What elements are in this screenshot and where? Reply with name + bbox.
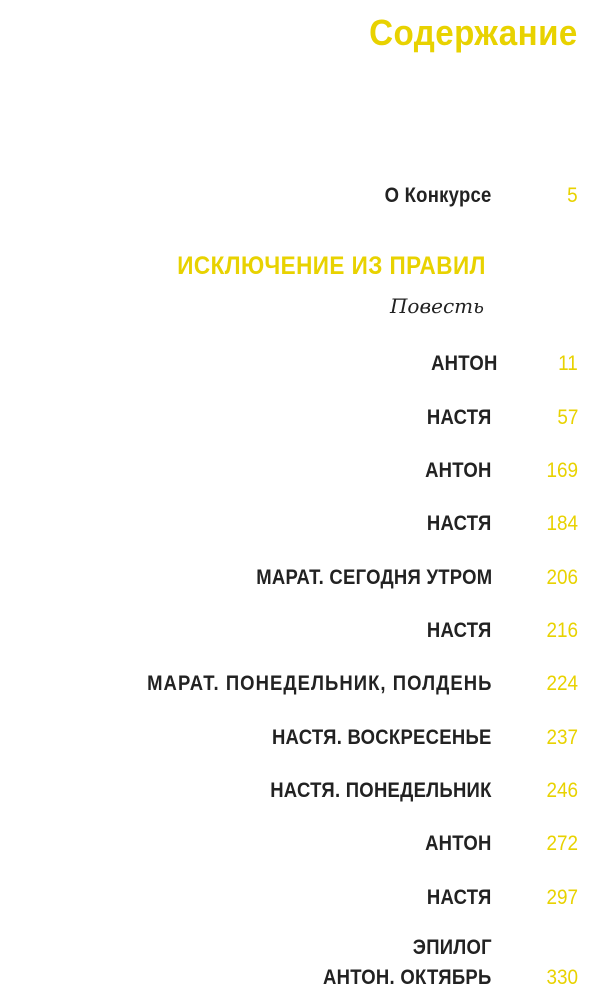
toc-entry-title: НАСТЯ. ВОСКРЕСЕНЬЕ — [272, 726, 492, 749]
toc-entry-title: АНТОН. ОКТЯБРЬ — [323, 966, 492, 989]
toc-entry[interactable] — [0, 453, 602, 493]
toc-entry-title: МАРАТ. ПОНЕДЕЛЬНИК, ПОЛДЕНЬ — [146, 672, 492, 695]
toc-entry-page: 216 — [546, 619, 578, 642]
toc-entry-epilog[interactable] — [0, 960, 602, 1000]
toc-entry-page: 246 — [546, 779, 578, 802]
toc-entry-title: НАСТЯ — [427, 406, 492, 429]
toc-entry-title: МАРАТ. СЕГОДНЯ УТРОМ — [255, 566, 492, 589]
page-title: Содержание — [369, 12, 578, 53]
toc-entry[interactable] — [0, 346, 602, 386]
toc-entry-page: 224 — [546, 672, 578, 695]
toc-entry-title: НАСТЯ. ПОНЕДЕЛЬНИК — [270, 779, 492, 802]
toc-entry-page: 272 — [546, 832, 578, 855]
toc-entry-page: 11 — [558, 352, 578, 375]
toc-entry-page: 57 — [556, 406, 578, 429]
toc-entry[interactable] — [0, 400, 602, 440]
toc-entry[interactable] — [0, 773, 602, 813]
toc-entry-title: АНТОН — [431, 352, 498, 375]
toc-entry-page: 169 — [546, 459, 578, 482]
toc-entry-intro[interactable] — [0, 180, 602, 220]
toc-entry[interactable] — [0, 880, 602, 920]
toc-entry[interactable] — [0, 560, 602, 600]
toc-entry[interactable] — [0, 720, 602, 760]
toc-entry-title: НАСТЯ — [427, 619, 492, 642]
toc-entry[interactable] — [0, 826, 602, 866]
toc-entry-title: НАСТЯ — [427, 886, 492, 909]
toc-entry-page: 206 — [546, 566, 578, 589]
epilog-label: ЭПИЛОГ — [412, 936, 492, 959]
part-title: ИСКЛЮЧЕНИЕ ИЗ ПРАВИЛ — [177, 252, 486, 280]
toc-entry-title: АНТОН — [425, 459, 492, 482]
toc-entry-title: НАСТЯ — [427, 512, 492, 535]
part-subtitle: Повесть — [389, 294, 484, 318]
toc-entry-title: О Конкурсе — [384, 184, 492, 207]
toc-entry[interactable] — [0, 506, 602, 546]
toc-entry-title: АНТОН — [425, 832, 492, 855]
toc-entry-page: 5 — [567, 184, 578, 207]
toc-entry-page: 297 — [546, 886, 578, 909]
toc-entry-page: 330 — [546, 966, 578, 989]
toc-entry-page: 237 — [546, 726, 578, 749]
toc-entry-page: 184 — [546, 512, 578, 535]
toc-entry[interactable] — [0, 666, 602, 706]
toc-entry[interactable] — [0, 613, 602, 653]
